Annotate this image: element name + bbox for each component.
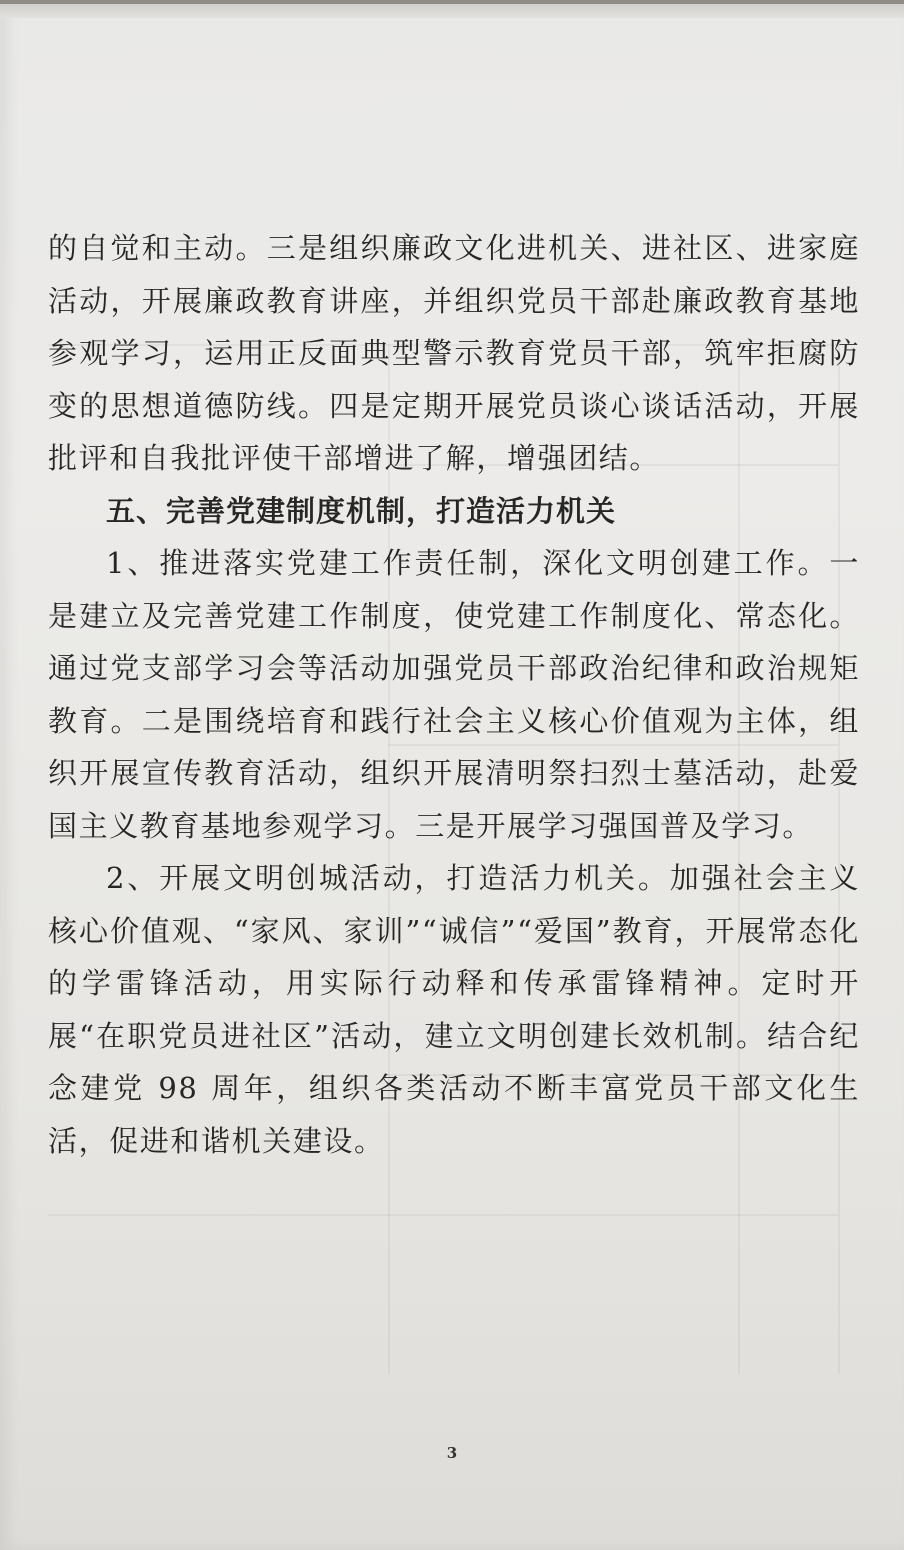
paragraph-item-1: 1、推进落实党建工作责任制，深化文明创建工作。一是建立及完善党建工作制度，使党建工作制度化、常态化。通过党支部学习会等活动加强党员干部政治纪律和政治规矩教育。二是围绕培育和践行社会主义核心价值观为主体，组织开展宣传教育活动，组织开展清明祭扫烈士墓活动，赴爱国主义教育基地参观学习。三是开展学习强国普及学习。 <box>48 546 860 843</box>
document-body <box>48 222 860 1167</box>
section-heading: 五、完善党建制度机制，打造活力机关 <box>106 493 617 528</box>
page-number: 3 <box>446 1444 458 1462</box>
paragraph-item-2: 2、开展文明创城活动，打造活力机关。加强社会主义核心价值观、“家风、家训”“诚信”“爱国”教育，开展常态化的学雷锋活动，用实际行动释和传承雷锋精神。定时开展“在职党员进社区”活动，建立文明创建长效机制。结合纪念建党 98 周年，组织各类活动不断丰富党员干部文化生活，促进和谐机关建设。 <box>48 861 860 1158</box>
document-page <box>0 4 904 1550</box>
paragraph-continuation: 的自觉和主动。三是组织廉政文化进机关、进社区、进家庭活动，开展廉政教育讲座，并组织党员干部赴廉政教育基地参观学习，运用正反面典型警示教育党员干部，筑牢拒腐防变的思想道德防线。四是定期开展党员谈心谈话活动，开展批评和自我批评使干部增进了解，增强团结。 <box>48 231 860 475</box>
page-top-edge <box>0 4 904 18</box>
